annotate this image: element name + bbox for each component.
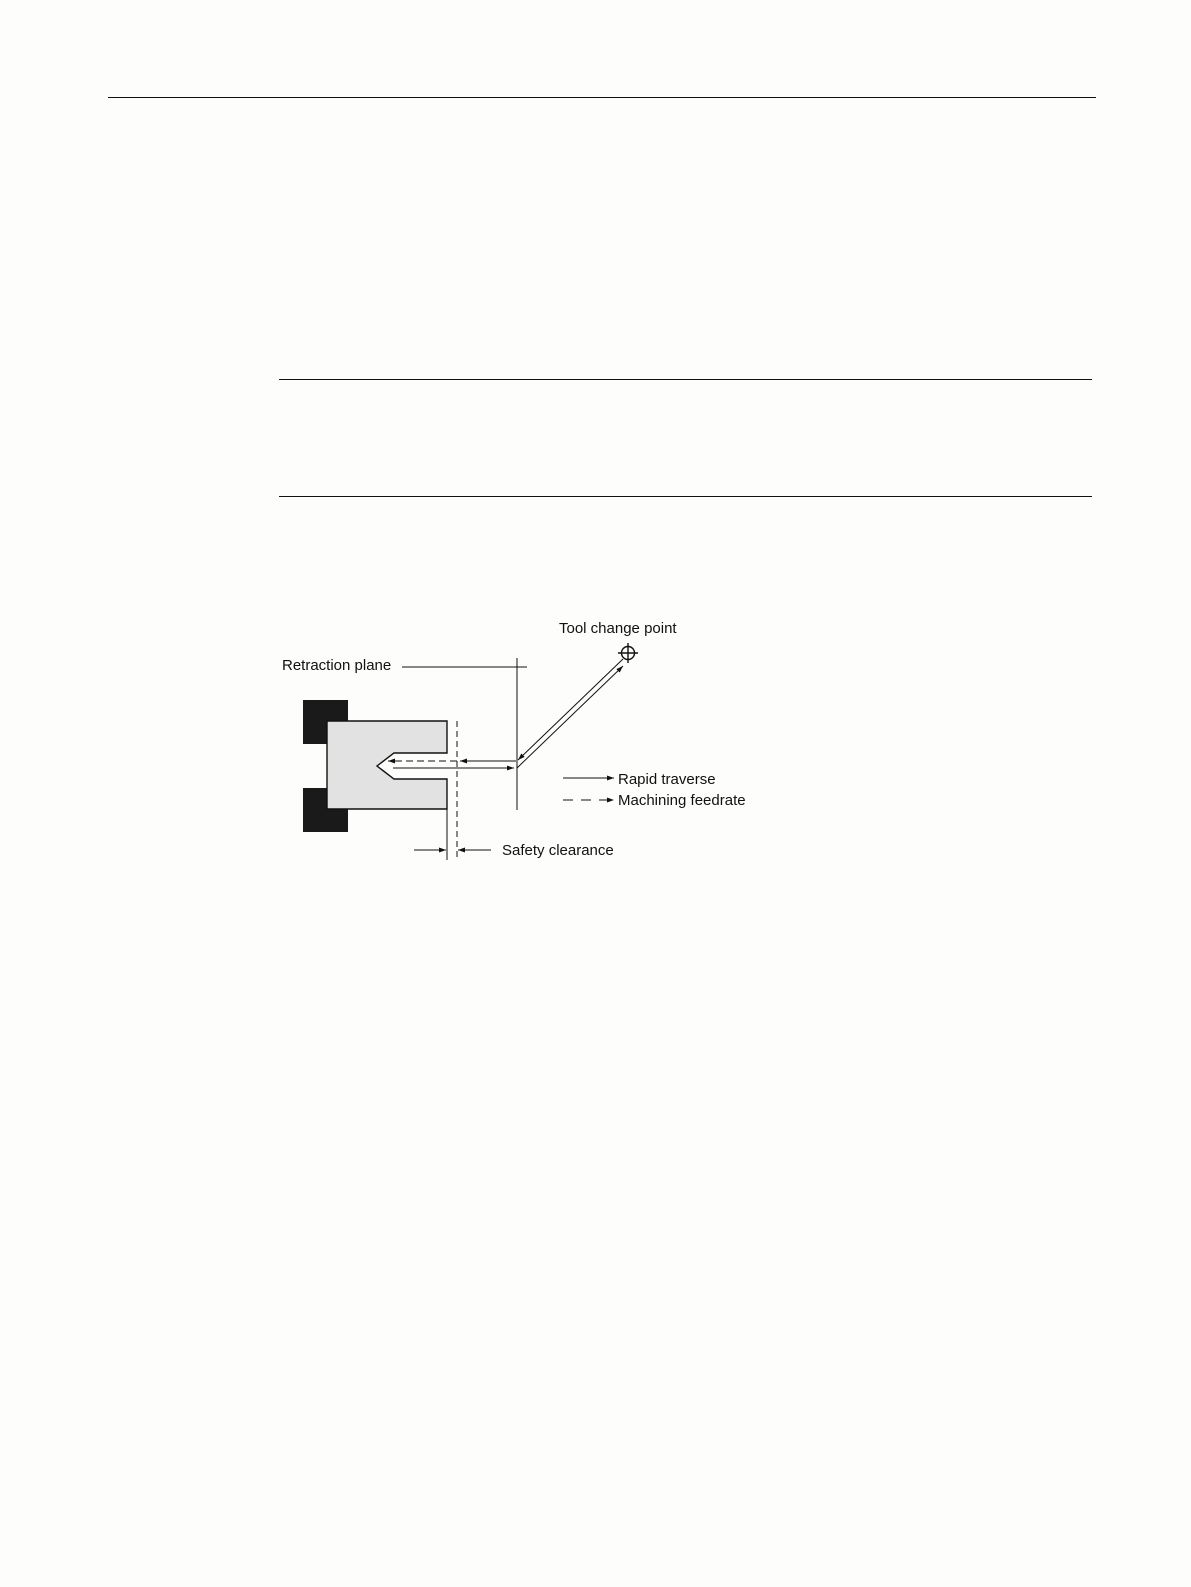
legend-machining-feedrate-label: Machining feedrate [618,792,746,809]
legend-rapid-traverse-label: Rapid traverse [618,771,716,788]
tool-change-point-label: Tool change point [559,620,677,637]
tool-change-point-icon [618,643,638,663]
workpiece [327,721,447,809]
safety-clearance-label: Safety clearance [502,842,614,859]
path-diagonal-return [517,666,623,768]
path-diagonal-approach [518,659,623,760]
retraction-plane-label: Retraction plane [282,657,392,674]
